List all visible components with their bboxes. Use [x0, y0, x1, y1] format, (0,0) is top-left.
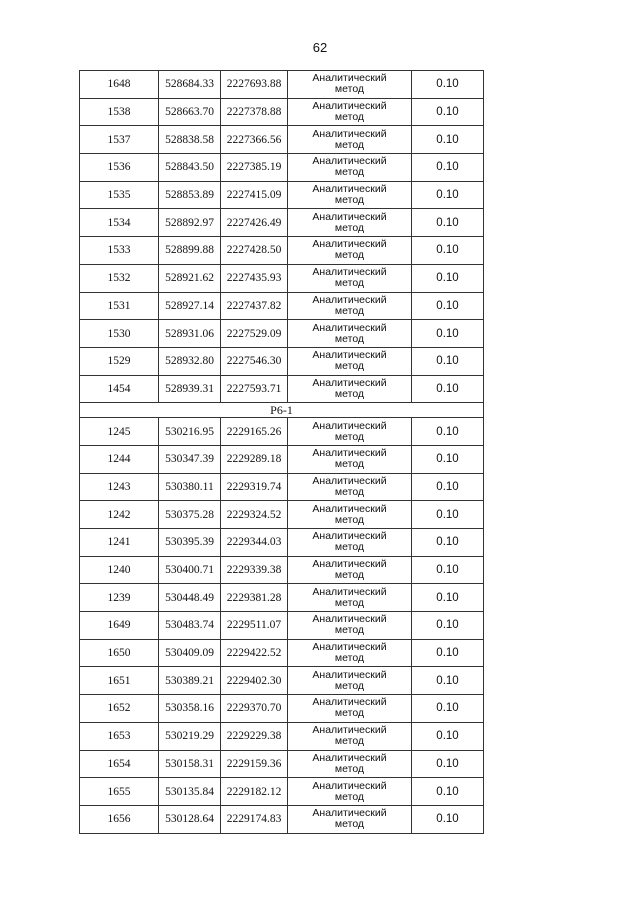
x-coordinate-cell: 528892.97 — [159, 209, 221, 237]
y-coordinate-cell: 2229165.26 — [221, 418, 288, 446]
y-coordinate-cell: 2229381.28 — [221, 584, 288, 612]
method-cell — [288, 639, 412, 667]
method-line: метод — [334, 166, 365, 179]
accuracy-cell: 0.10 — [412, 556, 484, 584]
x-coordinate-cell: 530395.39 — [159, 529, 221, 557]
method-line: Аналитический — [312, 807, 387, 820]
table-row — [80, 445, 484, 473]
method-line: Аналитический — [312, 349, 387, 362]
table-row — [80, 750, 484, 778]
point-id-cell: 1529 — [80, 347, 159, 375]
x-coordinate-cell: 530358.16 — [159, 695, 221, 723]
method-cell — [288, 667, 412, 695]
accuracy-cell: 0.10 — [412, 750, 484, 778]
accuracy-cell: 0.10 — [412, 473, 484, 501]
accuracy-cell: 0.10 — [412, 805, 484, 833]
accuracy-cell: 0.10 — [412, 445, 484, 473]
method-cell — [288, 320, 412, 348]
table-row — [80, 612, 484, 640]
method-line: Аналитический — [312, 779, 387, 792]
accuracy-cell: 0.10 — [412, 722, 484, 750]
y-coordinate-cell: 2229289.18 — [221, 445, 288, 473]
accuracy-cell: 0.10 — [412, 347, 484, 375]
method-line: метод — [334, 277, 365, 290]
method-line: Аналитический — [312, 155, 387, 168]
method-cell — [288, 347, 412, 375]
method-cell — [288, 237, 412, 265]
accuracy-cell: 0.10 — [412, 320, 484, 348]
method-cell — [288, 750, 412, 778]
method-line: метод — [334, 304, 365, 317]
method-line: Аналитический — [312, 585, 387, 598]
table-body-top — [80, 71, 484, 403]
accuracy-cell: 0.10 — [412, 667, 484, 695]
method-line: Аналитический — [312, 72, 387, 85]
x-coordinate-cell: 528927.14 — [159, 292, 221, 320]
y-coordinate-cell: 2227385.19 — [221, 154, 288, 182]
y-coordinate-cell: 2227435.93 — [221, 264, 288, 292]
point-id-cell: 1535 — [80, 181, 159, 209]
method-cell — [288, 264, 412, 292]
point-id-cell: 1534 — [80, 209, 159, 237]
table-row — [80, 667, 484, 695]
y-coordinate-cell: 2227426.49 — [221, 209, 288, 237]
table-row — [80, 347, 484, 375]
method-line: Аналитический — [312, 668, 387, 681]
table-row — [80, 722, 484, 750]
table-row — [80, 778, 484, 806]
method-line: метод — [334, 735, 365, 748]
method-line: Аналитический — [312, 530, 387, 543]
method-cell — [288, 556, 412, 584]
point-id-cell: 1538 — [80, 98, 159, 126]
x-coordinate-cell: 528932.80 — [159, 347, 221, 375]
x-coordinate-cell: 530216.95 — [159, 418, 221, 446]
accuracy-cell: 0.10 — [412, 375, 484, 403]
method-cell — [288, 375, 412, 403]
point-id-cell: 1242 — [80, 501, 159, 529]
method-cell — [288, 529, 412, 557]
method-cell — [288, 126, 412, 154]
y-coordinate-cell: 2229339.38 — [221, 556, 288, 584]
method-cell — [288, 695, 412, 723]
method-cell — [288, 612, 412, 640]
method-line: метод — [334, 360, 365, 373]
point-id-cell: 1652 — [80, 695, 159, 723]
accuracy-cell: 0.10 — [412, 181, 484, 209]
coordinates-table — [79, 70, 484, 834]
point-id-cell: 1655 — [80, 778, 159, 806]
point-id-cell: 1531 — [80, 292, 159, 320]
method-line: Аналитический — [312, 238, 387, 251]
y-coordinate-cell: 2229229.38 — [221, 722, 288, 750]
accuracy-cell: 0.10 — [412, 292, 484, 320]
table-row — [80, 529, 484, 557]
method-line: метод — [334, 430, 365, 443]
x-coordinate-cell: 530158.31 — [159, 750, 221, 778]
method-line: Аналитический — [312, 376, 387, 389]
y-coordinate-cell: 2227437.82 — [221, 292, 288, 320]
y-coordinate-cell: 2229402.30 — [221, 667, 288, 695]
method-line: метод — [334, 596, 365, 609]
point-id-cell: 1537 — [80, 126, 159, 154]
method-cell — [288, 722, 412, 750]
method-line: метод — [334, 249, 365, 262]
method-line: метод — [334, 485, 365, 498]
x-coordinate-cell: 530448.49 — [159, 584, 221, 612]
x-coordinate-cell: 530128.64 — [159, 805, 221, 833]
method-cell — [288, 71, 412, 99]
table-row — [80, 71, 484, 99]
table-row — [80, 473, 484, 501]
x-coordinate-cell: 530375.28 — [159, 501, 221, 529]
table-row — [80, 292, 484, 320]
method-line: Аналитический — [312, 293, 387, 306]
y-coordinate-cell: 2227693.88 — [221, 71, 288, 99]
x-coordinate-cell: 528931.06 — [159, 320, 221, 348]
point-id-cell: 1530 — [80, 320, 159, 348]
method-line: метод — [334, 818, 365, 831]
method-line: Аналитический — [312, 183, 387, 196]
y-coordinate-cell: 2229422.52 — [221, 639, 288, 667]
accuracy-cell: 0.10 — [412, 71, 484, 99]
accuracy-cell: 0.10 — [412, 98, 484, 126]
method-cell — [288, 805, 412, 833]
method-cell — [288, 445, 412, 473]
x-coordinate-cell: 528939.31 — [159, 375, 221, 403]
method-line: метод — [334, 111, 365, 124]
accuracy-cell: 0.10 — [412, 209, 484, 237]
method-line: метод — [334, 790, 365, 803]
table-body-bottom — [80, 418, 484, 833]
y-coordinate-cell: 2229182.12 — [221, 778, 288, 806]
x-coordinate-cell: 528853.89 — [159, 181, 221, 209]
accuracy-cell: 0.10 — [412, 584, 484, 612]
method-cell — [288, 473, 412, 501]
x-coordinate-cell: 530347.39 — [159, 445, 221, 473]
table-row — [80, 237, 484, 265]
accuracy-cell: 0.10 — [412, 126, 484, 154]
method-cell — [288, 292, 412, 320]
accuracy-cell: 0.10 — [412, 418, 484, 446]
method-line: метод — [334, 332, 365, 345]
x-coordinate-cell: 530400.71 — [159, 556, 221, 584]
point-id-cell: 1654 — [80, 750, 159, 778]
table-row — [80, 695, 484, 723]
x-coordinate-cell: 528663.70 — [159, 98, 221, 126]
section-header-body — [80, 403, 484, 418]
page-number: 62 — [312, 40, 328, 55]
method-line: Аналитический — [312, 127, 387, 140]
point-id-cell: 1653 — [80, 722, 159, 750]
method-cell — [288, 418, 412, 446]
accuracy-cell: 0.10 — [412, 695, 484, 723]
table-row — [80, 556, 484, 584]
point-id-cell: 1536 — [80, 154, 159, 182]
method-line: метод — [334, 624, 365, 637]
section-title: Р6-1 — [80, 403, 484, 418]
accuracy-cell: 0.10 — [412, 154, 484, 182]
y-coordinate-cell: 2227593.71 — [221, 375, 288, 403]
table-row — [80, 154, 484, 182]
method-cell — [288, 181, 412, 209]
table-row — [80, 639, 484, 667]
point-id-cell: 1454 — [80, 375, 159, 403]
method-line: Аналитический — [312, 266, 387, 279]
x-coordinate-cell: 528921.62 — [159, 264, 221, 292]
method-line: Аналитический — [312, 558, 387, 571]
x-coordinate-cell: 530389.21 — [159, 667, 221, 695]
method-line: Аналитический — [312, 210, 387, 223]
point-id-cell: 1650 — [80, 639, 159, 667]
accuracy-cell: 0.10 — [412, 529, 484, 557]
table-row — [80, 418, 484, 446]
x-coordinate-cell: 530135.84 — [159, 778, 221, 806]
method-line: метод — [334, 194, 365, 207]
table-row — [80, 209, 484, 237]
method-cell — [288, 778, 412, 806]
point-id-cell: 1240 — [80, 556, 159, 584]
section-header-row — [80, 403, 484, 418]
table-row — [80, 126, 484, 154]
y-coordinate-cell: 2229370.70 — [221, 695, 288, 723]
method-line: Аналитический — [312, 641, 387, 654]
method-cell — [288, 154, 412, 182]
x-coordinate-cell: 530380.11 — [159, 473, 221, 501]
accuracy-cell: 0.10 — [412, 501, 484, 529]
point-id-cell: 1239 — [80, 584, 159, 612]
method-line: метод — [334, 458, 365, 471]
method-line: метод — [334, 569, 365, 582]
method-line: метод — [334, 138, 365, 151]
y-coordinate-cell: 2227378.88 — [221, 98, 288, 126]
table-row — [80, 375, 484, 403]
y-coordinate-cell: 2227546.30 — [221, 347, 288, 375]
method-line: метод — [334, 83, 365, 96]
table-row — [80, 98, 484, 126]
x-coordinate-cell: 530219.29 — [159, 722, 221, 750]
method-cell — [288, 209, 412, 237]
x-coordinate-cell: 528838.58 — [159, 126, 221, 154]
method-line: Аналитический — [312, 751, 387, 764]
method-line: метод — [334, 762, 365, 775]
point-id-cell: 1245 — [80, 418, 159, 446]
accuracy-cell: 0.10 — [412, 237, 484, 265]
method-line: Аналитический — [312, 696, 387, 709]
table-row — [80, 501, 484, 529]
method-line: метод — [334, 387, 365, 400]
method-line: метод — [334, 221, 365, 234]
y-coordinate-cell: 2229174.83 — [221, 805, 288, 833]
method-cell — [288, 501, 412, 529]
y-coordinate-cell: 2227366.56 — [221, 126, 288, 154]
table-row — [80, 264, 484, 292]
x-coordinate-cell: 530483.74 — [159, 612, 221, 640]
y-coordinate-cell: 2229319.74 — [221, 473, 288, 501]
y-coordinate-cell: 2227415.09 — [221, 181, 288, 209]
method-line: Аналитический — [312, 100, 387, 113]
y-coordinate-cell: 2227529.09 — [221, 320, 288, 348]
x-coordinate-cell: 528843.50 — [159, 154, 221, 182]
method-line: Аналитический — [312, 502, 387, 515]
method-line: Аналитический — [312, 447, 387, 460]
table-row — [80, 805, 484, 833]
x-coordinate-cell: 528684.33 — [159, 71, 221, 99]
method-line: Аналитический — [312, 724, 387, 737]
y-coordinate-cell: 2229511.07 — [221, 612, 288, 640]
method-cell — [288, 98, 412, 126]
point-id-cell: 1533 — [80, 237, 159, 265]
method-line: метод — [334, 707, 365, 720]
y-coordinate-cell: 2229324.52 — [221, 501, 288, 529]
table-row — [80, 320, 484, 348]
point-id-cell: 1532 — [80, 264, 159, 292]
method-line: Аналитический — [312, 613, 387, 626]
point-id-cell: 1244 — [80, 445, 159, 473]
method-cell — [288, 584, 412, 612]
x-coordinate-cell: 528899.88 — [159, 237, 221, 265]
y-coordinate-cell: 2229344.03 — [221, 529, 288, 557]
y-coordinate-cell: 2227428.50 — [221, 237, 288, 265]
accuracy-cell: 0.10 — [412, 639, 484, 667]
point-id-cell: 1648 — [80, 71, 159, 99]
method-line: Аналитический — [312, 474, 387, 487]
point-id-cell: 1656 — [80, 805, 159, 833]
y-coordinate-cell: 2229159.36 — [221, 750, 288, 778]
accuracy-cell: 0.10 — [412, 264, 484, 292]
accuracy-cell: 0.10 — [412, 612, 484, 640]
method-line: Аналитический — [312, 419, 387, 432]
table-row — [80, 584, 484, 612]
x-coordinate-cell: 530409.09 — [159, 639, 221, 667]
point-id-cell: 1649 — [80, 612, 159, 640]
method-line: метод — [334, 513, 365, 526]
method-line: Аналитический — [312, 321, 387, 334]
point-id-cell: 1241 — [80, 529, 159, 557]
method-line: метод — [334, 652, 365, 665]
table-row — [80, 181, 484, 209]
method-line: метод — [334, 679, 365, 692]
accuracy-cell: 0.10 — [412, 778, 484, 806]
point-id-cell: 1651 — [80, 667, 159, 695]
method-line: метод — [334, 541, 365, 554]
point-id-cell: 1243 — [80, 473, 159, 501]
